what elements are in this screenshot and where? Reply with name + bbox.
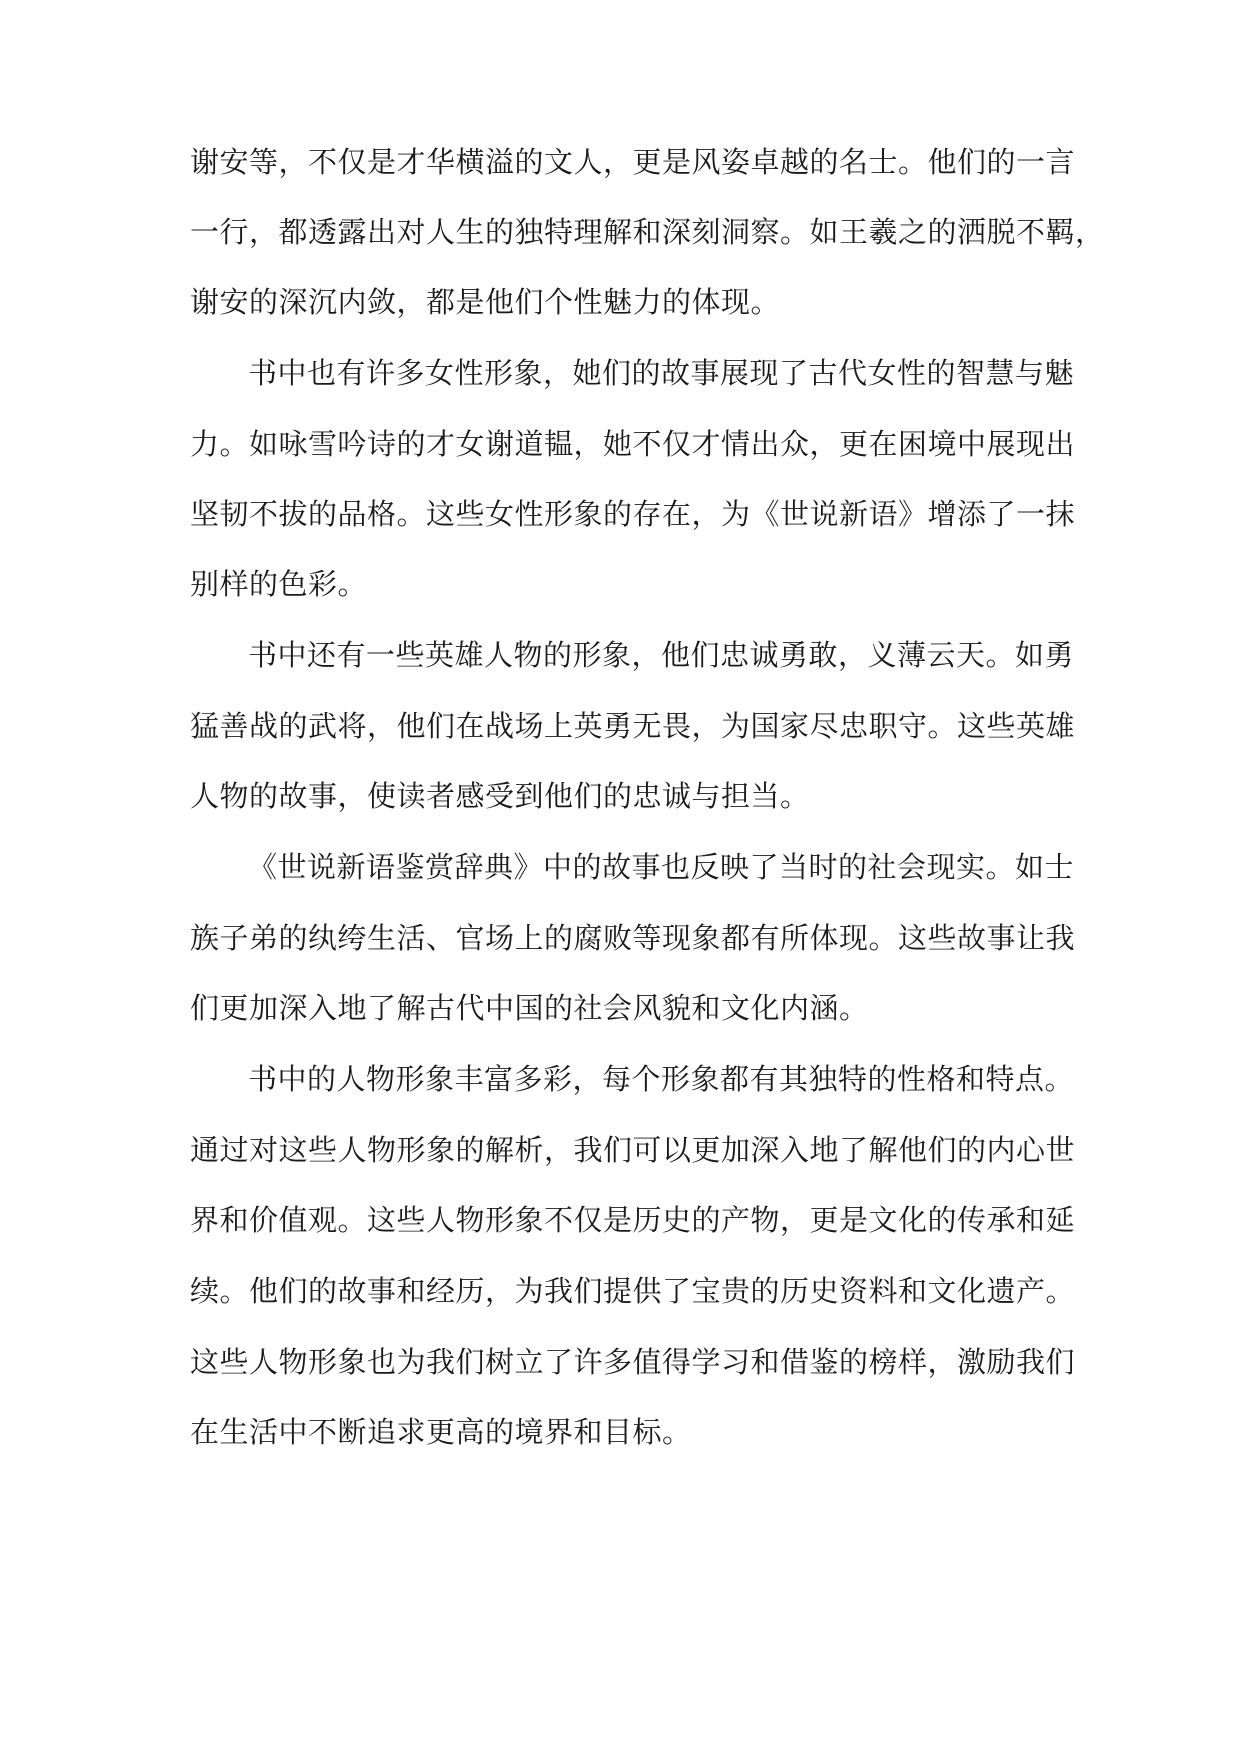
paragraph-first-line: 书中的人物形象丰富多彩，每个形象都有其独特的性格和特点。 (248, 1062, 1075, 1096)
paragraph-first-line: 《世说新语鉴赏辞典》中的故事也反映了当时的社会现实。如士 (248, 850, 1075, 884)
text-line: 通过对这些人物形象的解析，我们可以更加深入地了解他们的内心世 (190, 1133, 1076, 1167)
text-line: 坚韧不拔的品格。这些女性形象的存在，为《世说新语》增添了一抹 (190, 497, 1076, 531)
text-line: 力。如咏雪吟诗的才女谢道韫，她不仅才情出众，更在困境中展现出 (190, 427, 1076, 461)
text-line: 们更加深入地了解古代中国的社会风貌和文化内涵。 (190, 991, 869, 1025)
text-line: 界和价值观。这些人物形象不仅是历史的产物，更是文化的传承和延 (190, 1203, 1076, 1237)
text-line: 猛善战的武将，他们在战场上英勇无畏，为国家尽忠职守。这些英雄 (190, 709, 1076, 743)
text-line: 别样的色彩。 (190, 567, 368, 601)
text-line: 谢安的深沉内敛，都是他们个性魅力的体现。 (190, 285, 781, 319)
paragraph-first-line: 书中还有一些英雄人物的形象，他们忠诚勇敢，义薄云天。如勇 (248, 638, 1075, 672)
text-line: 人物的故事，使读者感受到他们的忠诚与担当。 (190, 779, 810, 813)
text-line: 这些人物形象也为我们树立了许多值得学习和借鉴的榜样，激励我们 (190, 1345, 1076, 1379)
text-line: 在生活中不断追求更高的境界和目标。 (190, 1415, 692, 1449)
text-line: 谢安等，不仅是才华横溢的文人，更是风姿卓越的名士。他们的一言 (190, 145, 1076, 179)
paragraph-first-line: 书中也有许多女性形象，她们的故事展现了古代女性的智慧与魅 (248, 356, 1075, 390)
text-line: 续。他们的故事和经历，为我们提供了宝贵的历史资料和文化遗产。 (190, 1274, 1076, 1308)
text-line: 族子弟的纨绔生活、官场上的腐败等现象都有所体现。这些故事让我 (190, 921, 1076, 955)
text-line: 一行，都透露出对人生的独特理解和深刻洞察。如王羲之的洒脱不羁， (190, 215, 1105, 249)
